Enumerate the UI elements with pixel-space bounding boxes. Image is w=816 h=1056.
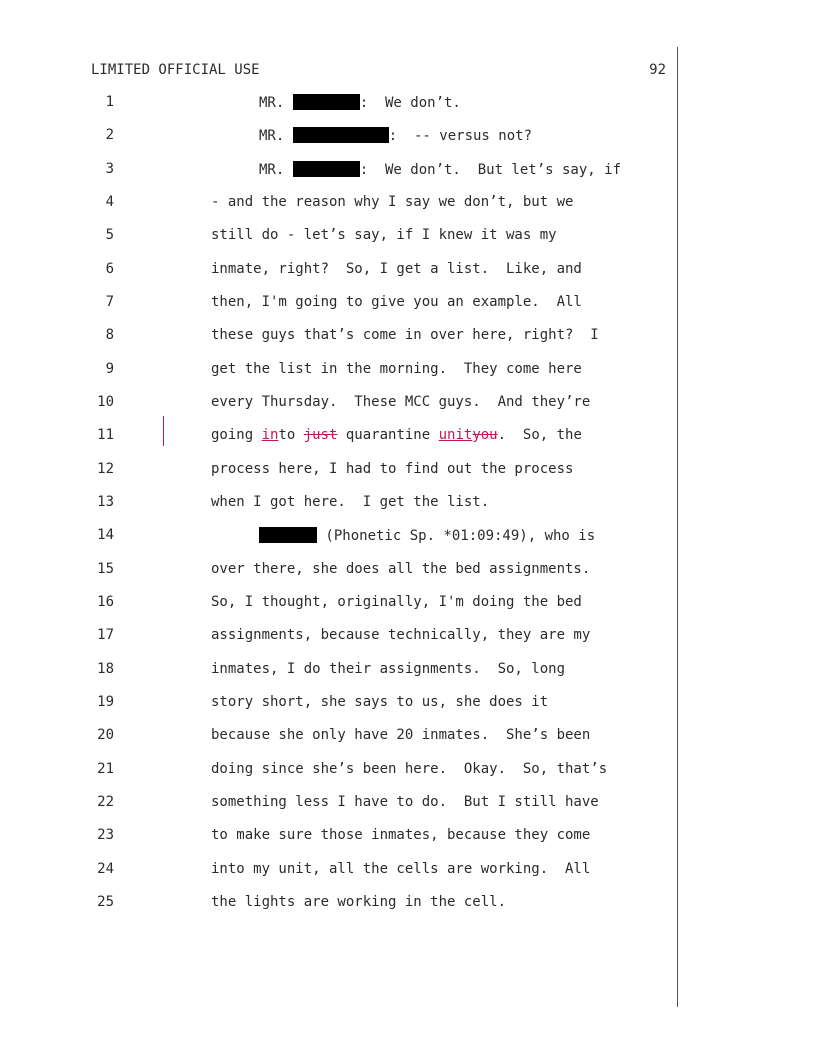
page-number: 92 xyxy=(649,62,666,78)
line-text xyxy=(259,527,595,544)
line-text: inmate, right? So, I get a list. Like, and xyxy=(211,261,582,277)
speaker-prefix: MR. xyxy=(259,162,293,178)
line-text: story short, she says to us, she does it xyxy=(211,694,549,710)
line-number: 12 xyxy=(97,461,114,477)
transcript-line xyxy=(0,394,816,416)
transcript-line xyxy=(0,594,816,616)
line-number: 15 xyxy=(97,561,114,577)
line-text xyxy=(259,94,461,111)
line-number: 9 xyxy=(105,361,114,377)
transcript-line xyxy=(0,861,816,883)
transcript-line xyxy=(0,627,816,649)
redaction-block xyxy=(293,127,389,143)
line-number: 22 xyxy=(97,794,114,810)
line-text: doing since she’s been here. Okay. So, that’s xyxy=(211,761,608,777)
transcript-line xyxy=(0,494,816,516)
transcript-line xyxy=(0,561,816,583)
line-text: then, I'm going to give you an example. All xyxy=(211,294,582,310)
transcript-line xyxy=(0,694,816,716)
line-text: the lights are working in the cell. xyxy=(211,894,507,910)
transcript-line xyxy=(0,427,816,449)
line-text: get the list in the morning. They come here xyxy=(211,361,582,377)
line-number: 4 xyxy=(105,194,114,210)
deleted-text: just xyxy=(303,427,338,443)
line-text: every Thursday. These MCC guys. And they’re xyxy=(211,394,591,410)
line-text xyxy=(259,127,532,144)
transcript-line xyxy=(0,161,816,183)
transcript-line xyxy=(0,294,816,316)
speech-text: going xyxy=(211,427,262,443)
inserted-text: in xyxy=(261,427,279,443)
transcript-line xyxy=(0,194,816,216)
line-number: 18 xyxy=(97,661,114,677)
transcript-line xyxy=(0,827,816,849)
transcript-line xyxy=(0,127,816,149)
line-text: - and the reason why I say we don’t, but we xyxy=(211,194,574,210)
line-number: 16 xyxy=(97,594,114,610)
transcript-line xyxy=(0,727,816,749)
transcript-line xyxy=(0,94,816,116)
line-number: 10 xyxy=(97,394,114,410)
speech-text: to xyxy=(278,427,304,443)
redaction-block xyxy=(259,527,317,543)
line-text: over there, she does all the bed assignments. xyxy=(211,561,591,577)
line-text: something less I have to do. But I still have xyxy=(211,794,599,810)
transcript-line xyxy=(0,894,816,916)
redaction-block xyxy=(293,94,360,110)
transcript-line xyxy=(0,227,816,249)
line-number: 7 xyxy=(105,294,114,310)
transcript-line xyxy=(0,327,816,349)
line-number: 14 xyxy=(97,527,114,543)
line-number: 1 xyxy=(105,94,114,110)
line-text: still do - let’s say, if I knew it was my xyxy=(211,227,557,243)
deleted-text: you xyxy=(472,427,498,443)
transcript-line xyxy=(0,761,816,783)
speech-text: quarantine xyxy=(337,427,439,443)
speech-text: : We don’t. But let’s say, if xyxy=(359,162,622,178)
line-number: 17 xyxy=(97,627,114,643)
line-text xyxy=(211,427,582,443)
line-text: these guys that’s come in over here, right? I xyxy=(211,327,599,343)
transcript-line xyxy=(0,361,816,383)
transcript-line xyxy=(0,661,816,683)
line-number: 11 xyxy=(97,427,114,443)
transcript-line xyxy=(0,261,816,283)
line-number: 2 xyxy=(105,127,114,143)
line-text: So, I thought, originally, I'm doing the bed xyxy=(211,594,582,610)
speaker-prefix: MR. xyxy=(259,128,293,144)
line-text: when I got here. I get the list. xyxy=(211,494,490,510)
line-number: 8 xyxy=(105,327,114,343)
line-number: 24 xyxy=(97,861,114,877)
line-number: 6 xyxy=(105,261,114,277)
line-text xyxy=(259,161,621,178)
speech-text: . So, the xyxy=(497,427,582,443)
redaction-block xyxy=(293,161,360,177)
line-text: because she only have 20 inmates. She’s been xyxy=(211,727,591,743)
speaker-prefix: MR. xyxy=(259,95,293,111)
line-text: into my unit, all the cells are working. All xyxy=(211,861,591,877)
line-number: 21 xyxy=(97,761,114,777)
transcript-line xyxy=(0,527,816,549)
line-text: process here, I had to find out the process xyxy=(211,461,574,477)
line-number: 5 xyxy=(105,227,114,243)
transcript-line xyxy=(0,794,816,816)
speech-text: : We don’t. xyxy=(359,95,461,111)
line-number: 25 xyxy=(97,894,114,910)
line-text: to make sure those inmates, because they come xyxy=(211,827,591,843)
line-text: assignments, because technically, they are my xyxy=(211,627,591,643)
speech-text: : -- versus not? xyxy=(388,128,533,144)
line-number: 23 xyxy=(97,827,114,843)
line-number: 13 xyxy=(97,494,114,510)
classification-header: LIMITED OFFICIAL USE xyxy=(91,62,260,78)
line-number: 19 xyxy=(97,694,114,710)
inserted-text: unit xyxy=(438,427,473,443)
speech-text: (Phonetic Sp. *01:09:49), who is xyxy=(317,528,596,544)
line-text: inmates, I do their assignments. So, long xyxy=(211,661,566,677)
transcript-line xyxy=(0,461,816,483)
line-number: 20 xyxy=(97,727,114,743)
line-number: 3 xyxy=(105,161,114,177)
